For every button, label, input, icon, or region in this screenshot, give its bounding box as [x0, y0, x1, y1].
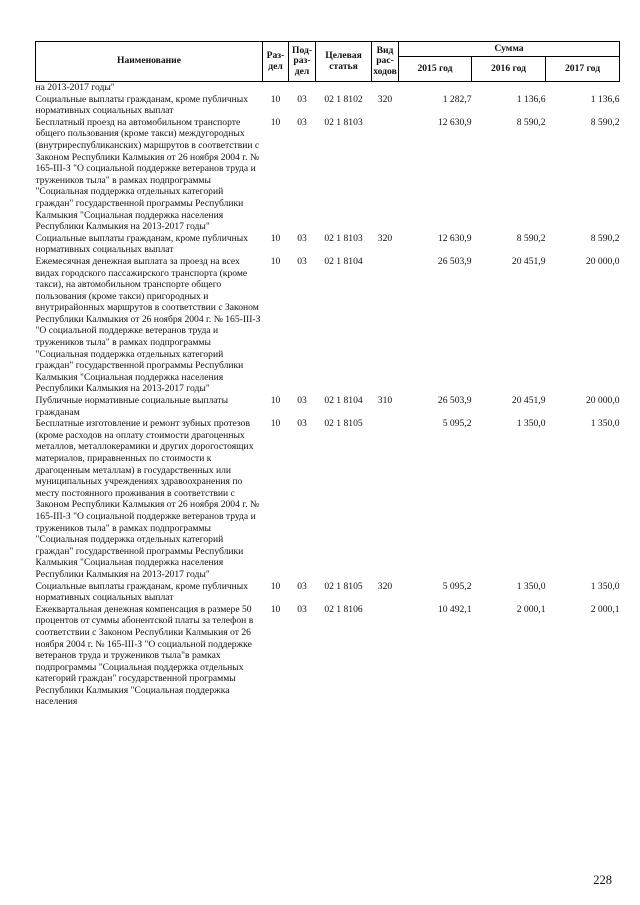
cell-2016: 20 451,9	[511, 395, 546, 407]
cell-razdel: 10	[270, 255, 281, 267]
cell-vid	[372, 604, 399, 708]
cell-podrazdel: 03	[297, 580, 307, 592]
cell-target: 02 1 8105	[324, 418, 363, 430]
header-name: Наименование	[36, 42, 263, 82]
cell-vid: 320	[377, 580, 393, 592]
cell-razdel: 10	[270, 418, 281, 430]
cell-podrazdel: 03	[297, 395, 307, 407]
cell-podrazdel: 03	[297, 116, 307, 128]
cell-2017: 20 000,0	[585, 395, 620, 407]
cell-vid	[372, 117, 399, 233]
cell-razdel: 10	[270, 395, 281, 407]
cell-podrazdel	[289, 82, 316, 94]
table-row	[36, 94, 620, 117]
cell-2017: 1 350,0	[590, 580, 620, 592]
cell-name: Ежемесячная денежная выплата за проезд на всех видах городского пассажирского транспорта (кроме такси), на автомобильном транспорте общего пользования (кроме такси) пригородных и внутрирайонных маршрутов в соответствии с Законом Республики Калмыкия от 26 ноября 2004 г. № 165-III-З "О социальной поддержке ветеранов труда и тружеников тыла" в рамках подпрограммы "Социальная поддержка отдельных категорий граждан" государственной программы Республики Калмыкия "Социальная поддержка населения Республики Калмыкия на 2013-2017 годы"	[35, 255, 261, 395]
cell-razdel: 10	[270, 232, 281, 244]
cell-target	[316, 82, 372, 94]
table-row	[36, 256, 620, 395]
cell-2017: 2 000,1	[590, 603, 620, 615]
cell-2015: 12 630,9	[437, 116, 472, 128]
cell-name: на 2013-2017 годы"	[35, 82, 115, 93]
cell-vid: 320	[377, 93, 393, 105]
cell-podrazdel: 03	[297, 603, 307, 615]
header-sum: Сумма	[399, 42, 620, 57]
table-row	[36, 395, 620, 418]
cell-name: Социальные выплаты гражданам, кроме публичных нормативных социальных выплат	[35, 232, 249, 256]
cell-target: 02 1 8106	[324, 603, 363, 615]
cell-podrazdel: 03	[297, 93, 307, 105]
cell-podrazdel: 03	[297, 255, 307, 267]
cell-2017: 1 136,6	[590, 93, 620, 105]
cell-podrazdel: 03	[297, 418, 307, 430]
cell-name: Публичные нормативные социальные выплаты гражданам	[35, 395, 229, 418]
budget-table	[35, 41, 620, 708]
cell-target: 02 1 8105	[324, 580, 363, 592]
cell-razdel	[263, 82, 289, 94]
cell-2017: 20 000,0	[585, 255, 620, 267]
page-number: 228	[593, 873, 612, 887]
cell-2015: 5 095,2	[442, 418, 472, 430]
cell-2015: 5 095,2	[442, 580, 472, 592]
cell-vid	[372, 82, 399, 94]
cell-2017: 1 350,0	[590, 418, 620, 430]
cell-vid	[372, 256, 399, 395]
header-podrazdel: Под-раз-дел	[289, 42, 316, 82]
cell-2016: 8 590,2	[516, 116, 546, 128]
table-row	[36, 418, 620, 580]
cell-2015: 1 282,7	[442, 93, 472, 105]
cell-razdel: 10	[270, 580, 281, 592]
cell-target: 02 1 8104	[324, 395, 363, 407]
cell-2016: 1 350,0	[516, 418, 546, 430]
cell-vid: 320	[377, 232, 393, 244]
cell-2016: 8 590,2	[516, 232, 546, 244]
cell-name: Социальные выплаты гражданам, кроме публичных нормативных социальных выплат	[35, 580, 249, 604]
cell-2015: 10 492,1	[437, 603, 472, 615]
table-row	[36, 604, 620, 708]
cell-vid	[372, 418, 399, 580]
cell-target: 02 1 8102	[324, 93, 363, 105]
table-row	[36, 82, 620, 94]
cell-razdel: 10	[270, 603, 281, 615]
cell-name: Социальные выплаты гражданам, кроме публичных нормативных социальных выплат	[35, 93, 249, 117]
table-body	[36, 82, 620, 709]
cell-2016: 1 136,6	[516, 93, 546, 105]
header-razdel: Раз-дел	[263, 42, 289, 82]
header-2017: 2017 год	[546, 57, 620, 82]
cell-target: 02 1 8103	[324, 116, 363, 128]
cell-2015: 26 503,9	[437, 255, 472, 267]
cell-2017	[546, 82, 620, 94]
cell-2015: 12 630,9	[437, 232, 472, 244]
cell-vid: 310	[377, 395, 393, 407]
cell-podrazdel: 03	[297, 232, 307, 244]
cell-name: Бесплатные изготовление и ремонт зубных протезов (кроме расходов на оплату стоимости драгоценных металлов, металлокерамики и других дорогостоящих материалов, приравненных по стоимости к драгоценным металлам) в государственных или муниципальных учреждениях здравоохранения по месту постоянного проживания в соответствии с Законом Республики Калмыкия от 26 ноября 2004 г. № 165-III-З "О социальной поддержке ветеранов труда и тружеников тыла" в рамках подпрограммы "Социальная поддержка отдельных категорий граждан" государственной программы Республики Калмыкия "Социальная поддержка населения Республики Калмыкия на 2013-2017 годы"	[35, 418, 260, 580]
table-row	[36, 581, 620, 604]
cell-name: Бесплатный проезд на автомобильном транспорте общего пользования (кроме такси) междугородных (внутриреспубликанских) маршрутов в соответствии с Законом Республики Калмыкия от 26 ноября 2004 г. № 165-III-З "О социальной поддержке ветеранов труда и тружеников тыла" в рамках подпрограммы "Социальная поддержка отдельных категорий граждан" государственной программы Республики Калмыкия "Социальная поддержка населения Республики Калмыкия на 2013-2017 годы"	[35, 116, 260, 233]
cell-razdel: 10	[270, 116, 281, 128]
cell-2015: 26 503,9	[437, 395, 472, 407]
cell-2016	[472, 82, 546, 94]
cell-target: 02 1 8103	[324, 232, 363, 244]
header-target: Целевая статья	[316, 42, 372, 82]
table-row	[36, 117, 620, 233]
cell-target: 02 1 8104	[324, 255, 363, 267]
cell-2017: 8 590,2	[590, 232, 620, 244]
cell-2016: 2 000,1	[516, 603, 546, 615]
cell-2017: 8 590,2	[590, 116, 620, 128]
table-header	[36, 42, 620, 82]
header-2016: 2016 год	[472, 57, 546, 82]
table-row	[36, 233, 620, 256]
header-2015: 2015 год	[399, 57, 472, 82]
cell-2015	[399, 82, 472, 94]
header-vid: Вид рас-ходов	[372, 42, 399, 82]
cell-2016: 1 350,0	[516, 580, 546, 592]
cell-name: Ежеквартальная денежная компенсация в размере 50 процентов от суммы абонентской платы за телефон в соответствии с Законом Республики Калмыкия от 26 ноября 2004 г. № 165-III-З "О социальной поддержке ветеранов труда и тружеников тыла"в рамках подпрограммы "Социальная поддержка отдельных категорий граждан" государственной программы Республики Калмыкия "Социальная поддержка населения	[35, 603, 254, 708]
cell-2016: 20 451,9	[511, 255, 546, 267]
cell-razdel: 10	[270, 93, 281, 105]
